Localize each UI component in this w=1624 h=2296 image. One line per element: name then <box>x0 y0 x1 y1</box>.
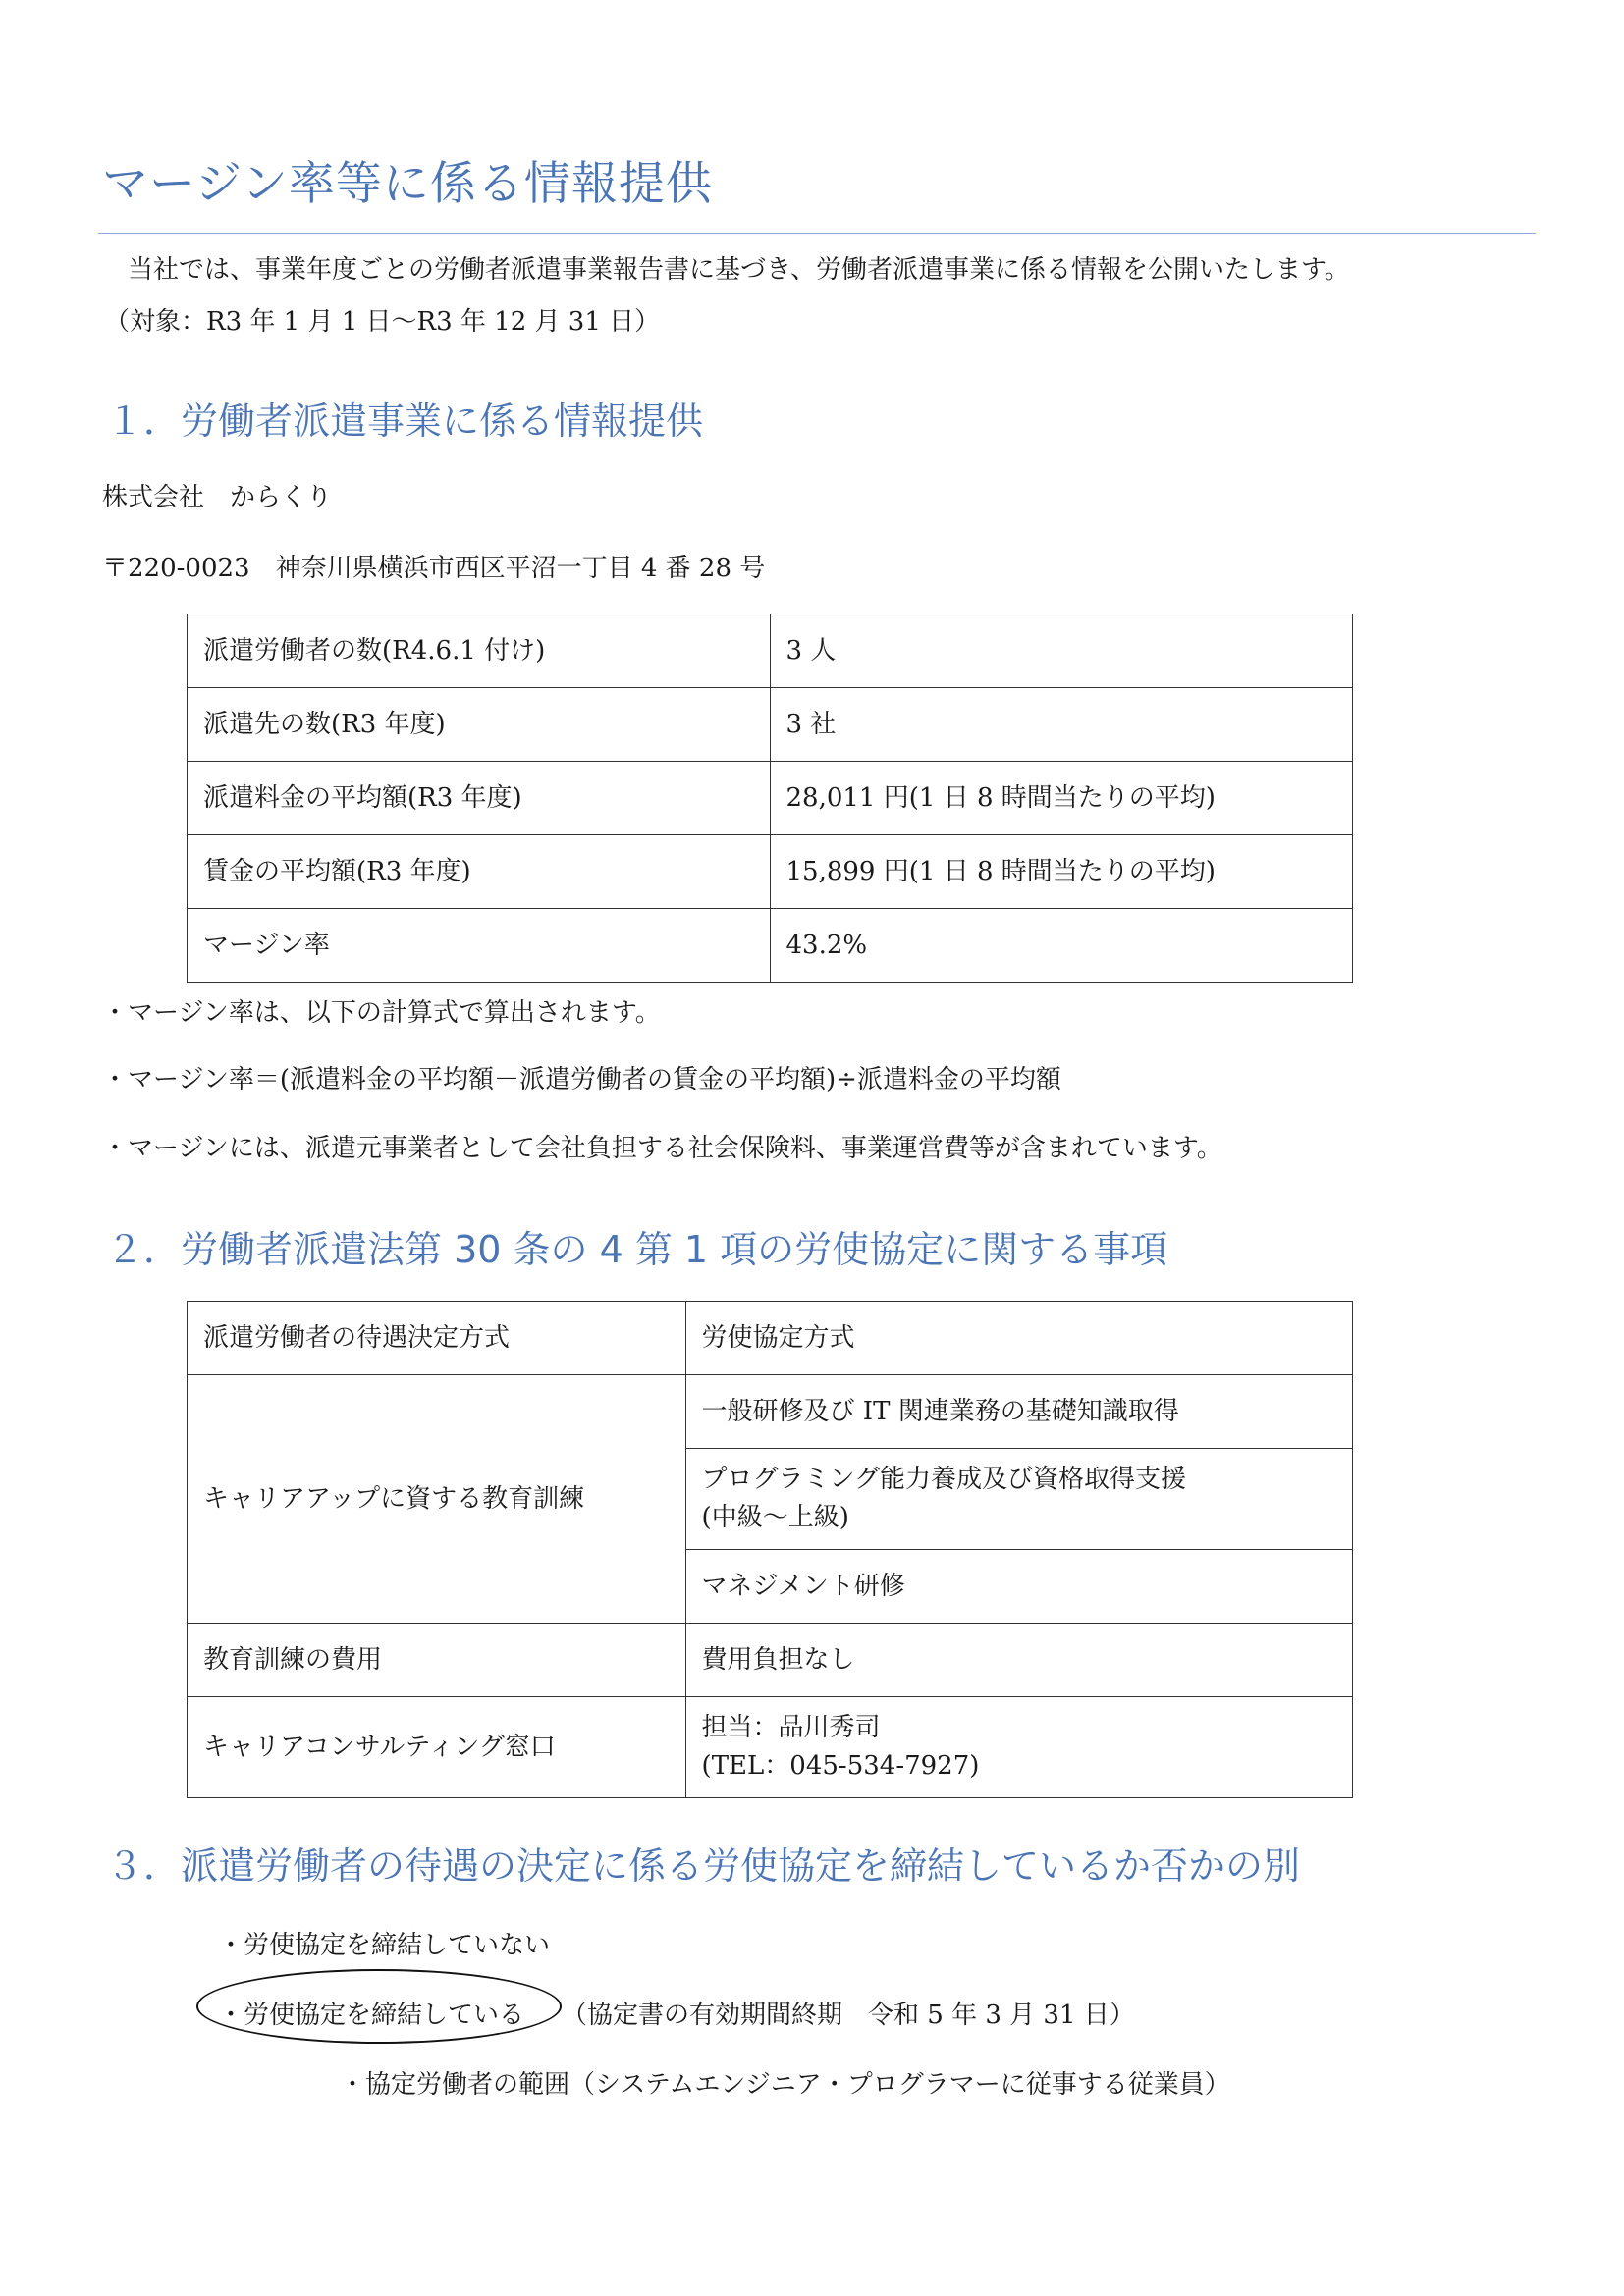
option-not-concluded: ・労使協定を締結していない <box>218 1931 551 1960</box>
title-underline <box>98 233 1536 234</box>
dispatch-info-table <box>187 614 1353 983</box>
note-margin-contents: ・マージンには、派遣元事業者として会社負担する社会保険料、事業運営費等が含まれています。 <box>102 1134 1222 1163</box>
consult-person: 担当：品川秀司 <box>701 1713 881 1742</box>
table-row <box>188 688 1353 762</box>
intro-text: 当社では、事業年度ごとの労働者派遣事業報告書に基づき、労働者派遣事業に係る情報を公開いたします。 <box>128 255 1350 285</box>
training-item-line: (中級〜上級) <box>701 1503 849 1532</box>
agreement-scope: ・協定労働者の範囲（システムエンジニア・プログラマーに従事する従業員） <box>340 2070 1230 2100</box>
row-value: 43.2% <box>770 909 1353 983</box>
agreement-validity: （協定書の有効期間終期 令和 5 年 3 月 31 日） <box>562 2001 1135 2030</box>
table-row <box>188 614 1353 688</box>
labor-agreement-table <box>187 1301 1353 1798</box>
section2-heading: ２．労働者派遣法第 30 条の 4 第 1 項の労使協定に関する事項 <box>106 1228 1168 1271</box>
row-label: 賃金の平均額(R3 年度) <box>188 835 771 909</box>
training-item: マネジメント研修 <box>685 1550 1352 1624</box>
note-formula-intro: ・マージン率は、以下の計算式で算出されます。 <box>102 998 661 1028</box>
consult-label: キャリアコンサルティング窓口 <box>188 1697 686 1798</box>
page-title: マージン率等に係る情報提供 <box>102 157 713 211</box>
method-value: 労使協定方式 <box>685 1302 1352 1375</box>
row-value: 3 社 <box>770 688 1353 762</box>
row-value: 15,899 円(1 日 8 時間当たりの平均) <box>770 835 1353 909</box>
company-address: 〒220-0023 神奈川県横浜市西区平沼一丁目 4 番 28 号 <box>102 554 766 583</box>
table-row <box>188 1375 1353 1449</box>
training-label: キャリアアップに資する教育訓練 <box>188 1375 686 1624</box>
table-row <box>188 1624 1353 1697</box>
row-label: 派遣料金の平均額(R3 年度) <box>188 762 771 835</box>
cost-label: 教育訓練の費用 <box>188 1624 686 1697</box>
section1-heading: １．労働者派遣事業に係る情報提供 <box>106 400 704 443</box>
note-formula: ・マージン率＝(派遣料金の平均額－派遣労働者の賃金の平均額)÷派遣料金の平均額 <box>102 1065 1061 1095</box>
section3-heading: ３．派遣労働者の待遇の決定に係る労使協定を締結しているか否かの別 <box>106 1844 1301 1888</box>
training-item: 一般研修及び IT 関連業務の基礎知識取得 <box>685 1375 1352 1449</box>
row-value: 28,011 円(1 日 8 時間当たりの平均) <box>770 762 1353 835</box>
consult-value <box>685 1697 1352 1798</box>
row-value: 3 人 <box>770 614 1353 688</box>
row-label: 派遣労働者の数(R4.6.1 付け) <box>188 614 771 688</box>
table-row <box>188 909 1353 983</box>
table-row <box>188 762 1353 835</box>
consult-phone: (TEL：045-534-7927) <box>701 1751 980 1781</box>
option-concluded: ・労使協定を締結している <box>218 2001 525 2030</box>
cost-value: 費用負担なし <box>685 1624 1352 1697</box>
method-label: 派遣労働者の待遇決定方式 <box>188 1302 686 1375</box>
row-label: 派遣先の数(R3 年度) <box>188 688 771 762</box>
training-item-line: プログラミング能力養成及び資格取得支援 <box>701 1465 1187 1494</box>
company-name: 株式会社 からくり <box>102 483 333 512</box>
intro-period: （対象：R3 年 1 月 1 日〜R3 年 12 月 31 日） <box>104 307 661 337</box>
table-row <box>188 1697 1353 1798</box>
table-row <box>188 835 1353 909</box>
table-row <box>188 1302 1353 1375</box>
training-item <box>685 1449 1352 1550</box>
row-label: マージン率 <box>188 909 771 983</box>
